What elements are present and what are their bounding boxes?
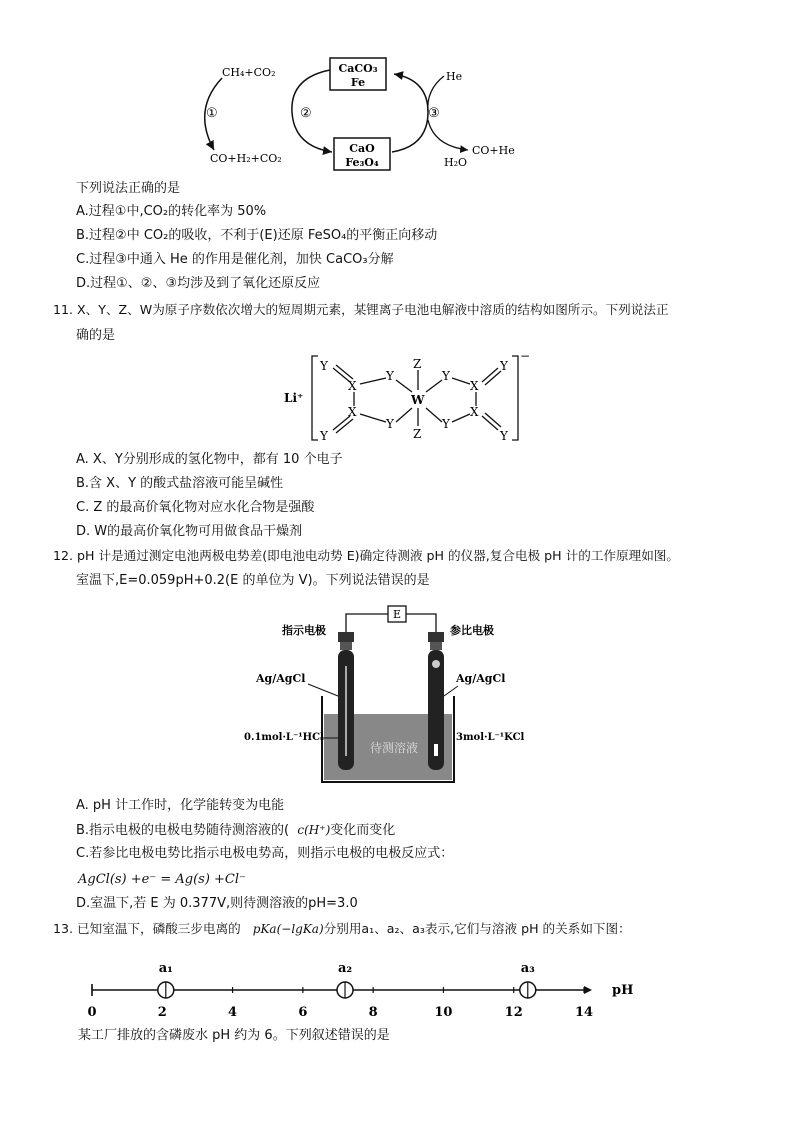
q13-stem	[53, 921, 631, 937]
h2o-label: H₂O	[444, 156, 468, 169]
q11-stem-line2: 确的是	[76, 328, 116, 343]
he-in-label: He	[446, 70, 463, 83]
axis-arrow	[584, 986, 592, 994]
solution-label: 待测溶液	[370, 741, 419, 755]
atom-y-7: Y	[442, 417, 450, 431]
axis-tick-label: 4	[228, 1005, 238, 1020]
q11-option-b: B.含 X、Y 的酸式盐溶液可能呈碱性	[76, 476, 284, 491]
q10-option-d: D.过程①、②、③均涉及到了氧化还原反应	[76, 276, 321, 291]
indicator-label: 指示电极	[282, 624, 326, 637]
q12-option-c: C.若参比电极电势比指示电极电势高，则指示电极的电极反应式：	[76, 846, 454, 861]
q13-stem-math: pKa(−lgKa)	[252, 922, 324, 936]
q10-option-b: B.过程②中 CO₂的吸收，不利于(E)还原 FeSO₄的平衡正向移动	[76, 228, 438, 243]
step3-label: ③	[428, 106, 440, 121]
atom-y-3: Y	[386, 417, 394, 431]
bracket-left	[312, 356, 318, 440]
axis-tick-label: 0	[87, 1005, 97, 1020]
agcl-right-label: Ag/AgCl	[456, 672, 506, 685]
axis-tick-label: 10	[434, 1005, 453, 1020]
atom-w: W	[411, 393, 425, 407]
atom-y-5: Y	[442, 369, 450, 383]
q12-option-b	[76, 822, 395, 839]
q12-stem-line2: 室温下,E=0.059pH+0.2(E 的单位为 V)。下列说法错误的是	[76, 573, 430, 588]
q12-option-b-math: c(H⁺)	[297, 823, 331, 837]
q12-option-d: D.室温下,若 E 为 0.377V,则待测溶液的pH=3.0	[76, 896, 358, 911]
q12-option-c-equation: AgCl(s) +e⁻ = Ag(s) +Cl⁻	[78, 872, 246, 887]
box-top-line1: CaCO₃	[338, 62, 378, 75]
q10-option-a: A.过程①中,CO₂的转化率为 50%	[76, 204, 267, 219]
atom-x-1: X	[348, 379, 357, 393]
atom-z-1: Z	[413, 357, 422, 371]
box-bottom-line2: Fe₃O₄	[345, 156, 379, 169]
arc-step2	[292, 70, 332, 152]
reference-label: 参比电极	[450, 624, 494, 637]
atom-y-1: Y	[320, 359, 328, 373]
q12-stem-line1: 12. pH 计是通过测定电池两极电势差(即电池电动势 E)确定待测液 pH 的仪器,复合电极 pH 计的工作原理如图。	[53, 548, 679, 563]
top-left-label: CH₄+CO₂	[222, 66, 276, 79]
bracket-right	[512, 356, 518, 440]
q12-option-b-prefix: B.指示电极的电极电势随待测溶液的(	[76, 823, 290, 838]
step1-label: ①	[206, 106, 218, 121]
pka-marker-label: a₃	[520, 961, 535, 976]
atom-y-6: Y	[500, 359, 508, 373]
box-top-line2: Fe	[350, 76, 366, 89]
atom-y-8: Y	[500, 429, 508, 443]
axis-tick-label: 8	[368, 1005, 378, 1020]
pka-marker-label: a₂	[337, 961, 353, 976]
axis-tick-label: 2	[157, 1005, 167, 1020]
atom-x-3: X	[470, 379, 479, 393]
atom-x-4: X	[470, 405, 479, 419]
atom-z-2: Z	[413, 427, 422, 441]
axis-tick-label: 14	[574, 1005, 594, 1020]
arrow-co-he-out	[428, 120, 468, 150]
atom-y-4: Y	[320, 429, 328, 443]
cycle-diagram	[0, 0, 793, 180]
atom-y-2: Y	[386, 369, 394, 383]
q13-stem-num: 13. 已知室温下，磷酸三步电离的	[53, 921, 241, 936]
q11-stem-line1: 11. X、Y、Z、W为原子序数依次增大的短周期元素，某锂离子电池电解液中溶质的结构如图所示。下列说法正	[53, 302, 669, 317]
q13-stem-rest: 分别用a₁、a₂、a₃表示,它们与溶液 pH 的关系如下图：	[323, 921, 631, 936]
ph-axis-diagram	[0, 954, 793, 1026]
q12-option-b-suffix: 变化而变化	[330, 823, 396, 838]
hcl-label: 0.1mol·L⁻¹HCl	[244, 732, 324, 743]
pka-marker-label: a₁	[158, 961, 173, 976]
q10-stem: 下列说法正确的是	[76, 181, 181, 196]
kcl-label: 3mol·L⁻¹KCl	[456, 732, 525, 743]
q12-option-a: A. pH 计工作时，化学能转变为电能	[76, 798, 285, 813]
q11-option-a: A. X、Y分别形成的氢化物中，都有 10 个电子	[76, 452, 343, 467]
axis-label: pH	[612, 983, 634, 998]
li-ion: Li⁺	[284, 391, 304, 405]
molecular-structure	[0, 352, 793, 452]
axis-tick-label: 6	[298, 1005, 308, 1020]
atom-x-2: X	[348, 405, 357, 419]
agcl-left-label: Ag/AgCl	[256, 672, 306, 685]
q13-footer: 某工厂排放的含磷废水 pH 约为 6。下列叙述错误的是	[78, 1028, 390, 1043]
box-bottom-line1: CaO	[349, 142, 375, 155]
arc-step3	[392, 74, 428, 152]
co-he-out-label: CO+He	[472, 144, 515, 157]
q10-option-c: C.过程③中通入 He 的作用是催化剂，加快 CaCO₃分解	[76, 252, 394, 267]
bottom-left-label: CO+H₂+CO₂	[210, 152, 282, 165]
q11-option-c: C. Z 的最高价氧化物对应水化合物是强酸	[76, 500, 315, 515]
charge: −	[520, 352, 531, 363]
axis-tick-label: 12	[504, 1005, 523, 1020]
q11-option-d: D. W的最高价氧化物可用做食品干燥剂	[76, 524, 303, 539]
step2-label: ②	[300, 106, 312, 121]
ph-meter-diagram	[0, 596, 793, 796]
e-label: E	[392, 608, 402, 621]
